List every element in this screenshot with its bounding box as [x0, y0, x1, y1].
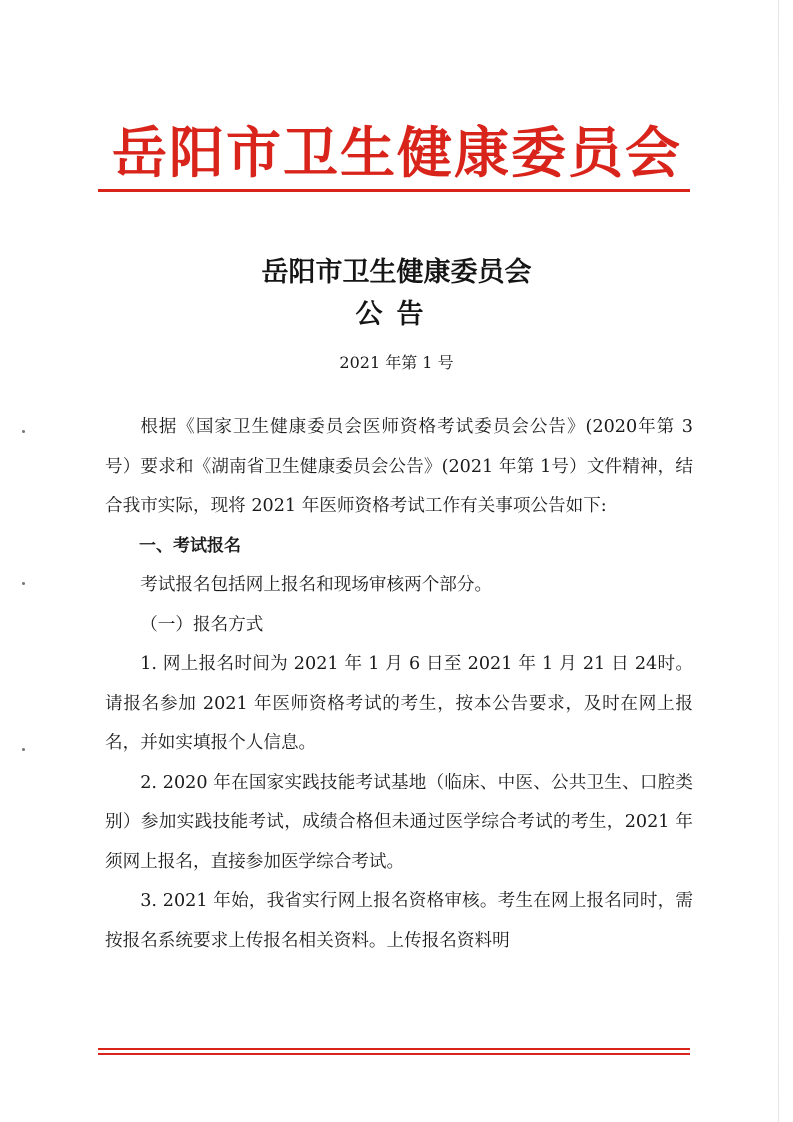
document-number: 2021 年第 1 号: [339, 353, 454, 372]
footer-red-rule: [98, 1048, 690, 1050]
body-paragraph: 3. 2021 年始，我省实行网上报名资格审核。考生在网上报名同时，需按报名系统要求上传报名相关资料。上传报名资料明: [105, 891, 693, 951]
intro-paragraph: 根据《国家卫生健康委员会医师资格考试委员会公告》(2020年第 3 号）要求和《湖南省卫生健康委员会公告》(2021 年第 1号）文件精神，结合我市实际，现将 2021 年医师资格考试工作有关事项公告如下:: [105, 417, 693, 516]
body-paragraph: 2. 2020 年在国家实践技能考试基地（临床、中医、公共卫生、口腔类别）参加实践技能考试，成绩合格但未通过医学综合考试的考生，2021 年须网上报名，直接参加医学综合考试。: [105, 772, 693, 872]
body-paragraph: 考试报名包括网上报名和现场审核两个部分。: [140, 575, 493, 595]
masthead-red-rule: [98, 189, 690, 192]
binding-hole-mark: [22, 748, 25, 751]
masthead-title: 岳阳市卫生健康委员会: [111, 120, 682, 185]
notice-title: 公告: [355, 299, 438, 330]
scan-edge-shadow: [778, 0, 779, 1122]
binding-hole-mark: [22, 582, 25, 585]
body-paragraph: 1. 网上报名时间为 2021 年 1 月 6 日至 2021 年 1 月 21 日 24时。请报名参加 2021 年医师资格考试的考生，按本公告要求，及时在网上报名，并如实填报个人信息。: [105, 654, 693, 753]
binding-hole-mark: [22, 430, 25, 433]
subsection-heading-registration-method: （一）报名方式: [140, 614, 264, 635]
notice-body: [105, 408, 693, 961]
section-heading-exam-registration: 一、考试报名: [139, 535, 241, 556]
footer-red-rule-secondary: [98, 1053, 690, 1055]
notice-issuer: 岳阳市卫生健康委员会: [261, 257, 532, 288]
